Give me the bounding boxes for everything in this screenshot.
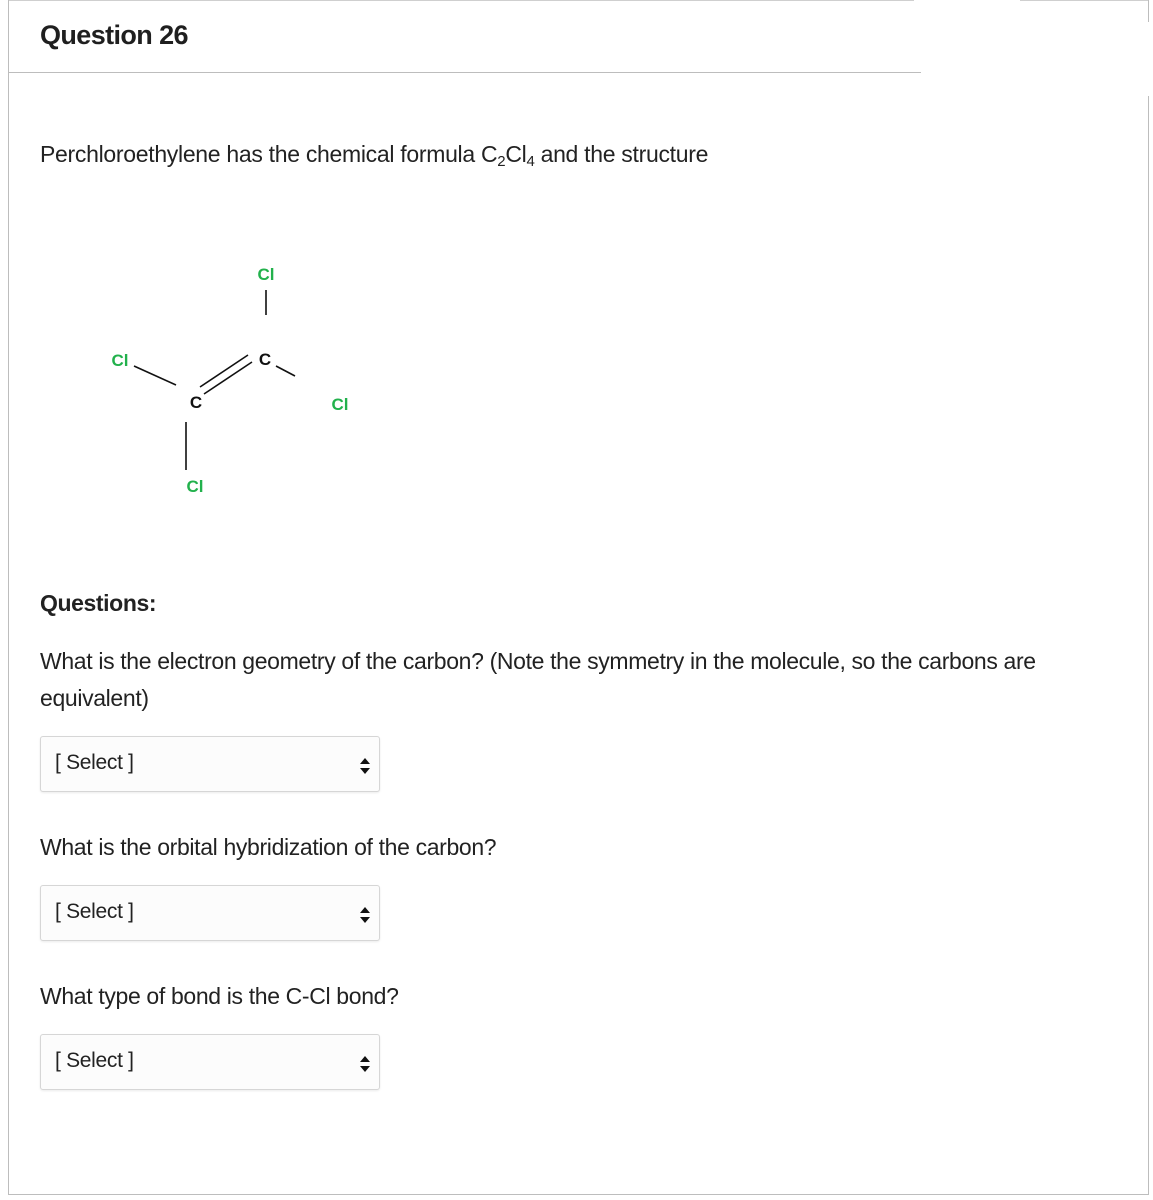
frame-border-right [1148,96,1149,1195]
frame-border-right-upper [1148,0,1149,22]
carbon-atom-label: C [258,350,272,369]
select-value: [ Select ] [55,900,134,923]
frame-border-left [8,0,9,1195]
up-down-arrow-icon [359,756,371,776]
select-value: [ Select ] [55,1049,134,1072]
chlorine-atom-label: Cl [257,265,275,284]
up-down-arrow-icon [359,905,371,925]
electron-geometry-select[interactable] [40,736,380,792]
question-orbital-hybridization: What is the orbital hybridization of the carbon? [40,834,497,860]
carbon-atom-label: C [189,393,203,412]
chlorine-atom-label: Cl [186,477,204,496]
question-bond-type: What type of bond is the C-Cl bond? [40,983,399,1009]
orbital-hybridization-select[interactable] [40,885,380,941]
perchloroethylene-structure [90,250,390,510]
frame-border-bottom [8,1194,1149,1195]
chlorine-atom-label: Cl [331,395,349,414]
bond-type-select[interactable] [40,1034,380,1090]
question-electron-geometry: What is the electron geometry of the carbon? (Note the symmetry in the molecule, so the carbons are equivalent) [40,648,1036,711]
select-value: [ Select ] [55,751,134,774]
up-down-arrow-icon [359,1054,371,1074]
frame-border-top-right [1020,0,1148,1]
chlorine-atom-label: Cl [111,351,129,370]
questions-heading: Questions: [40,590,157,616]
question-prompt: Perchloroethylene has the chemical formula $C_2Cl_4$ and the structure [40,141,709,170]
question-title: Question 26 [40,20,188,50]
